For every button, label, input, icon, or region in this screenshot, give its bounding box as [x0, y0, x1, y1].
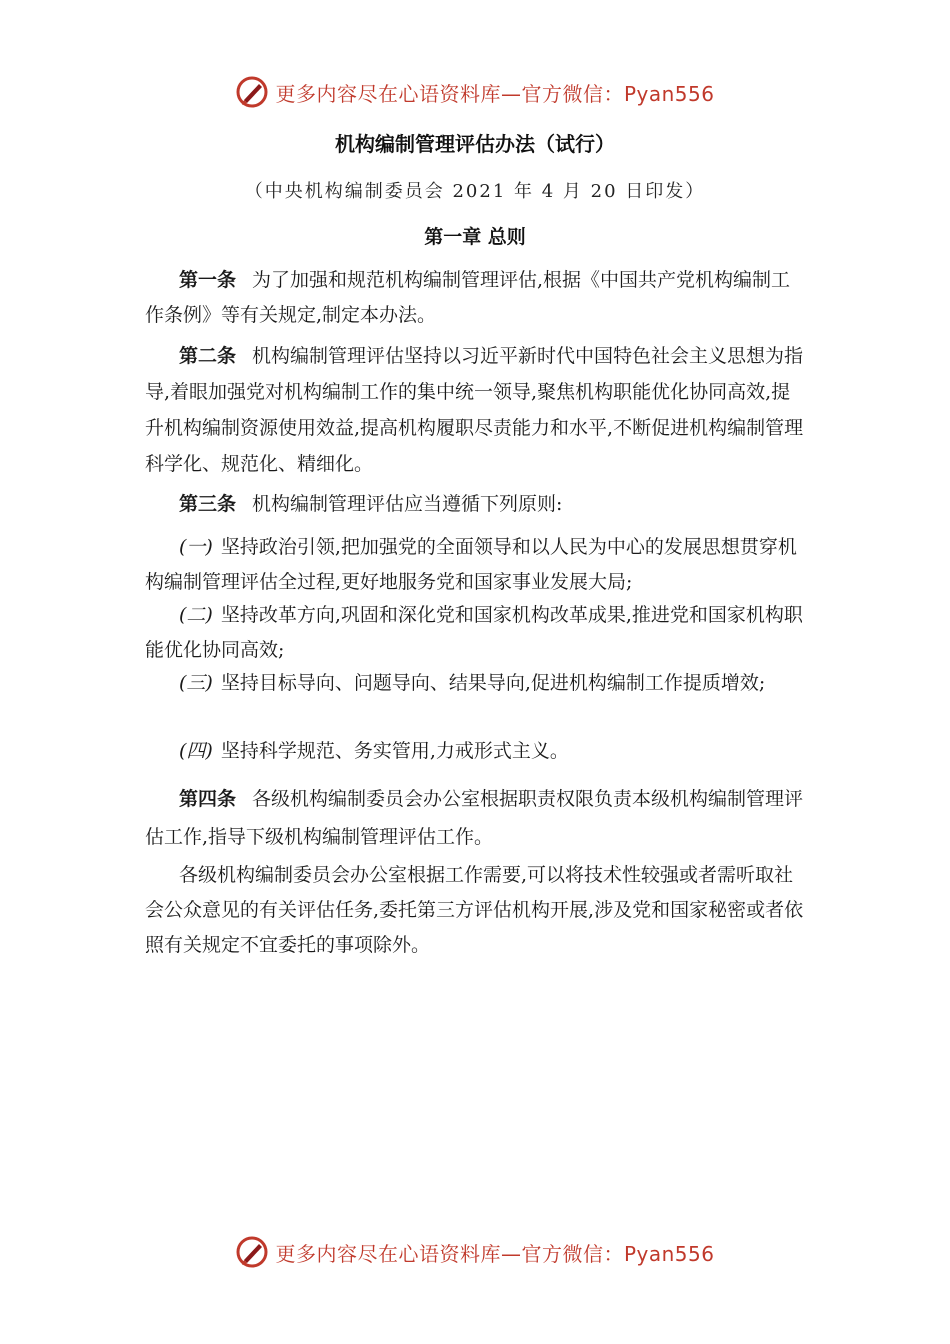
- pen-logo-icon: [235, 1235, 269, 1269]
- principle-2: [145, 598, 805, 668]
- principle-number: (四): [179, 740, 213, 762]
- article-label: 第三条: [179, 493, 237, 515]
- principle-number: (二): [179, 604, 213, 626]
- article-label: 第一条: [179, 269, 237, 291]
- article-label: 第四条: [179, 788, 237, 810]
- watermark-text: 更多内容尽在心语资料库—官方微信：Pyan556: [275, 1241, 715, 1266]
- article-4: [145, 780, 805, 856]
- watermark-header: [0, 72, 950, 112]
- article-label: 第二条: [179, 345, 237, 367]
- article-text: 为了加强和规范机构编制管理评估,根据《中国共产党机构编制工作条例》等有关规定,制定本办法。: [145, 269, 791, 326]
- document-title: 机构编制管理评估办法（试行）: [335, 132, 615, 156]
- principle-text: 坚持改革方向,巩固和深化党和国家机构改革成果,推进党和国家机构职能优化协同高效;: [145, 604, 803, 661]
- closing-paragraph: 各级机构编制委员会办公室根据工作需要,可以将技术性较强或者需听取社会公众意见的有关评估任务,委托第三方评估机构开展,涉及党和国家秘密或者依照有关规定不宜委托的事项除外。: [145, 864, 804, 956]
- principle-3: [145, 666, 805, 701]
- principle-text: 坚持目标导向、问题导向、结果导向,促进机构编制工作提质增效;: [220, 672, 766, 694]
- article-text: 机构编制管理评估应当遵循下列原则:: [252, 493, 563, 515]
- principle-1: [145, 530, 805, 600]
- principle-number: (三): [179, 672, 213, 694]
- principle-4: [145, 734, 805, 769]
- article-text: 机构编制管理评估坚持以习近平新时代中国特色社会主义思想为指导,着眼加强党对机构编制工作的集中统一领导,聚焦机构职能优化协同高效,提升机构编制资源使用效益,提高机构履职尽责能力和水平,不断促进机构编制管理科学化、规范化、精细化。: [145, 345, 804, 475]
- chapter-heading: 第一章 总则: [424, 226, 526, 248]
- principle-number: (一): [179, 536, 213, 558]
- principle-text: 坚持政治引领,把加强党的全面领导和以人民为中心的发展思想贯穿机构编制管理评估全过程,更好地服务党和国家事业发展大局;: [145, 536, 797, 593]
- pen-logo-icon: [235, 75, 269, 109]
- article-1: [145, 263, 805, 333]
- principle-text: 坚持科学规范、务实管用,力戒形式主义。: [220, 740, 569, 762]
- article-3: [145, 487, 805, 522]
- article-text: 各级机构编制委员会办公室根据职责权限负责本级机构编制管理评估工作,指导下级机构编制管理评估工作。: [145, 788, 804, 848]
- watermark-footer: [0, 1232, 950, 1272]
- watermark-text: 更多内容尽在心语资料库—官方微信：Pyan556: [275, 81, 715, 106]
- article-2: [145, 338, 805, 482]
- document-subtitle: （中央机构编制委员会 2021 年 4 月 20 日印发）: [244, 181, 706, 202]
